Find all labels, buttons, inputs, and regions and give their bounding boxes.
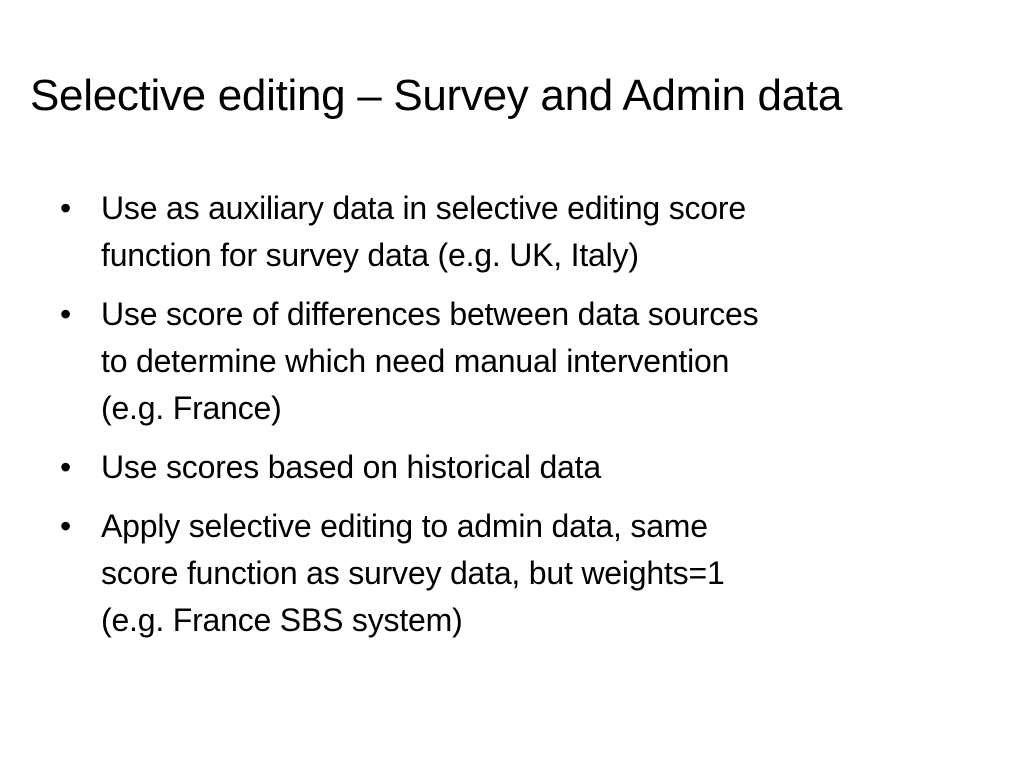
bullet-line: Use scores based on historical data [101, 449, 601, 485]
bullet-list [60, 185, 960, 656]
bullet-item [60, 291, 960, 432]
bullet-line: score function as survey data, but weights=1 [101, 555, 725, 591]
bullet-dot-icon: • [60, 190, 72, 226]
bullet-item [60, 444, 960, 491]
slide-title: Selective editing – Survey and Admin data [30, 71, 842, 120]
bullet-line: function for survey data (e.g. UK, Italy) [101, 237, 639, 273]
bullet-line: (e.g. France) [101, 390, 282, 426]
bullet-line: Apply selective editing to admin data, same [101, 508, 708, 544]
bullet-line: Use score of differences between data sources [101, 296, 759, 332]
bullet-item [60, 503, 960, 644]
bullet-line: (e.g. France SBS system) [101, 602, 463, 638]
bullet-dot-icon: • [60, 296, 72, 332]
bullet-dot-icon: • [60, 449, 72, 485]
bullet-line: to determine which need manual intervention [101, 343, 730, 379]
bullet-dot-icon: • [60, 508, 72, 544]
bullet-line: Use as auxiliary data in selective editing score [101, 190, 746, 226]
bullet-item [60, 185, 960, 279]
